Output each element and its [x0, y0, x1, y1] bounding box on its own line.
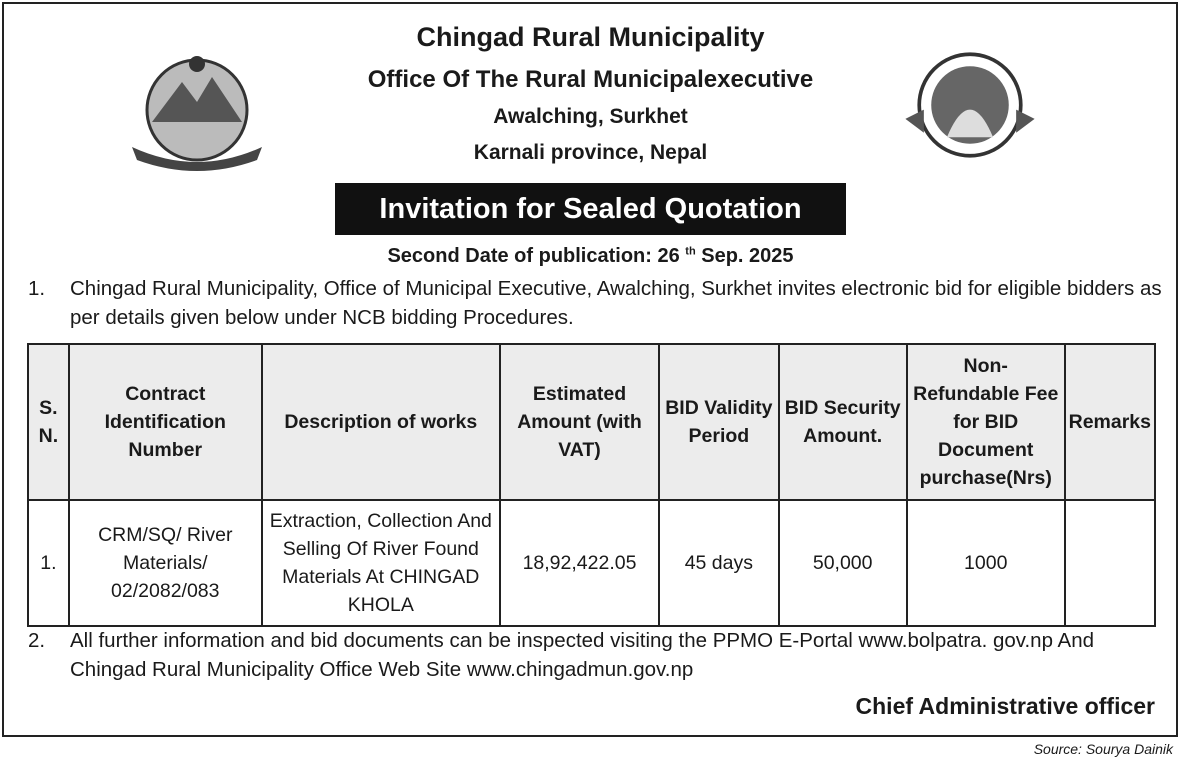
publication-date	[0, 245, 1181, 268]
paragraph-1	[28, 274, 1163, 332]
province: Karnali province, Nepal	[473, 141, 708, 164]
signatory: Chief Administrative officer	[855, 693, 1155, 719]
header-security: BID Security Amount.	[779, 344, 907, 500]
publication-prefix: Second Date of publication: 26	[387, 245, 680, 267]
paragraph-2	[28, 626, 1163, 684]
paragraph-number: 2.	[28, 629, 46, 652]
office-name: Office Of The Rural Municipalexecutive	[367, 66, 814, 93]
cell-sn: 1.	[28, 500, 69, 626]
cell-contract-id: CRM/SQ/ River Materials/ 02/2082/083	[69, 500, 262, 626]
header-sn: S. N.	[28, 344, 69, 500]
header-fee: Non-Refundable Fee for BID Document purchase(Nrs)	[907, 344, 1065, 500]
publication-suffix: Sep. 2025	[695, 245, 794, 267]
table-row	[28, 500, 1155, 626]
cell-security: 50,000	[779, 500, 907, 626]
notice-banner: Invitation for Sealed Quotation	[335, 183, 846, 235]
cell-estimated-amount: 18,92,422.05	[500, 500, 659, 626]
paragraph-text: All further information and bid documents can be inspected visiting the PPMO E-Portal www.bolpatra. gov.np And Chingad Rural Municipality Office Web Site www.chingadmun.gov.np	[70, 629, 1095, 681]
publication-sup: th	[685, 245, 696, 258]
cell-validity: 45 days	[659, 500, 778, 626]
source-credit: Source: Sourya Dainik	[1033, 741, 1173, 757]
header-validity: BID Validity Period	[659, 344, 778, 500]
cell-fee: 1000	[907, 500, 1065, 626]
header-description: Description of works	[262, 344, 500, 500]
header-estimated-amount: Estimated Amount (with VAT)	[500, 344, 659, 500]
header-remarks: Remarks	[1065, 344, 1155, 500]
table-header-row	[28, 344, 1155, 500]
bid-table	[27, 343, 1156, 627]
header-contract-id: Contract Identification Number	[69, 344, 262, 500]
paragraph-text: Chingad Rural Municipality, Office of Municipal Executive, Awalching, Surkhet invites electronic bid for eligible bidders as per details given below under NCB bidding Procedures.	[70, 277, 1162, 329]
address: Awalching, Surkhet	[493, 105, 688, 128]
cell-description: Extraction, Collection And Selling Of River Found Materials At CHINGAD KHOLA	[262, 500, 500, 626]
cell-remarks	[1065, 500, 1155, 626]
municipality-title: Chingad Rural Municipality	[416, 22, 765, 52]
paragraph-number: 1.	[28, 277, 46, 300]
